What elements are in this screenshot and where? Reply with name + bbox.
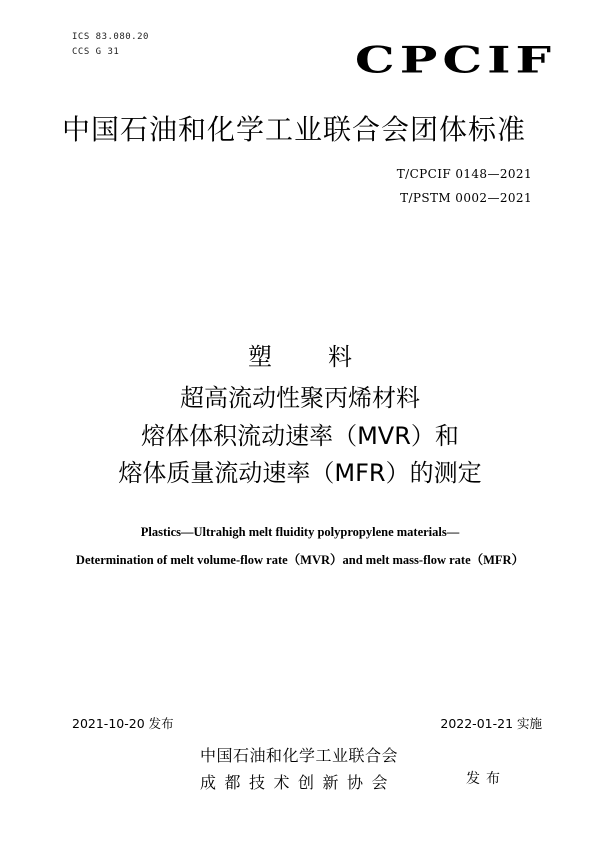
title-word-b: 料 [328, 343, 352, 371]
publish-label: 发布 [466, 771, 506, 787]
issue-date: 2021-10-20 发布 [72, 716, 174, 731]
publisher-2: 成都技术创新协会 [200, 773, 397, 792]
title-line-1 [0, 341, 600, 373]
title-line-4: 熔体质量流动速率（MFR）的测定 [118, 459, 482, 487]
english-title-line-2: Determination of melt volume-flow rate（MVR）and melt mass-flow rate（MFR） [75, 553, 525, 567]
title-word-a: 塑 [248, 343, 272, 371]
cpcif-logo: CPCIF [354, 38, 556, 82]
standard-code-pstm: T/PSTM 0002—2021 [400, 191, 532, 205]
publisher-1: 中国石油和化学工业联合会 [200, 746, 399, 765]
implementation-date: 2022-01-21 实施 [440, 716, 542, 731]
ccs-code: CCS G 31 [72, 47, 120, 57]
ics-code: ICS 83.080.20 [72, 32, 149, 42]
title-line-3: 熔体体积流动速率（MVR）和 [141, 422, 459, 450]
english-title-line-1: Plastics—Ultrahigh melt fluidity polypropylene materials— [140, 525, 460, 539]
title-line-2: 超高流动性聚丙烯材料 [180, 384, 420, 412]
standard-code-cpcif: T/CPCIF 0148—2021 [396, 167, 532, 181]
standard-category: 中国石油和化学工业联合会团体标准 [62, 113, 527, 146]
